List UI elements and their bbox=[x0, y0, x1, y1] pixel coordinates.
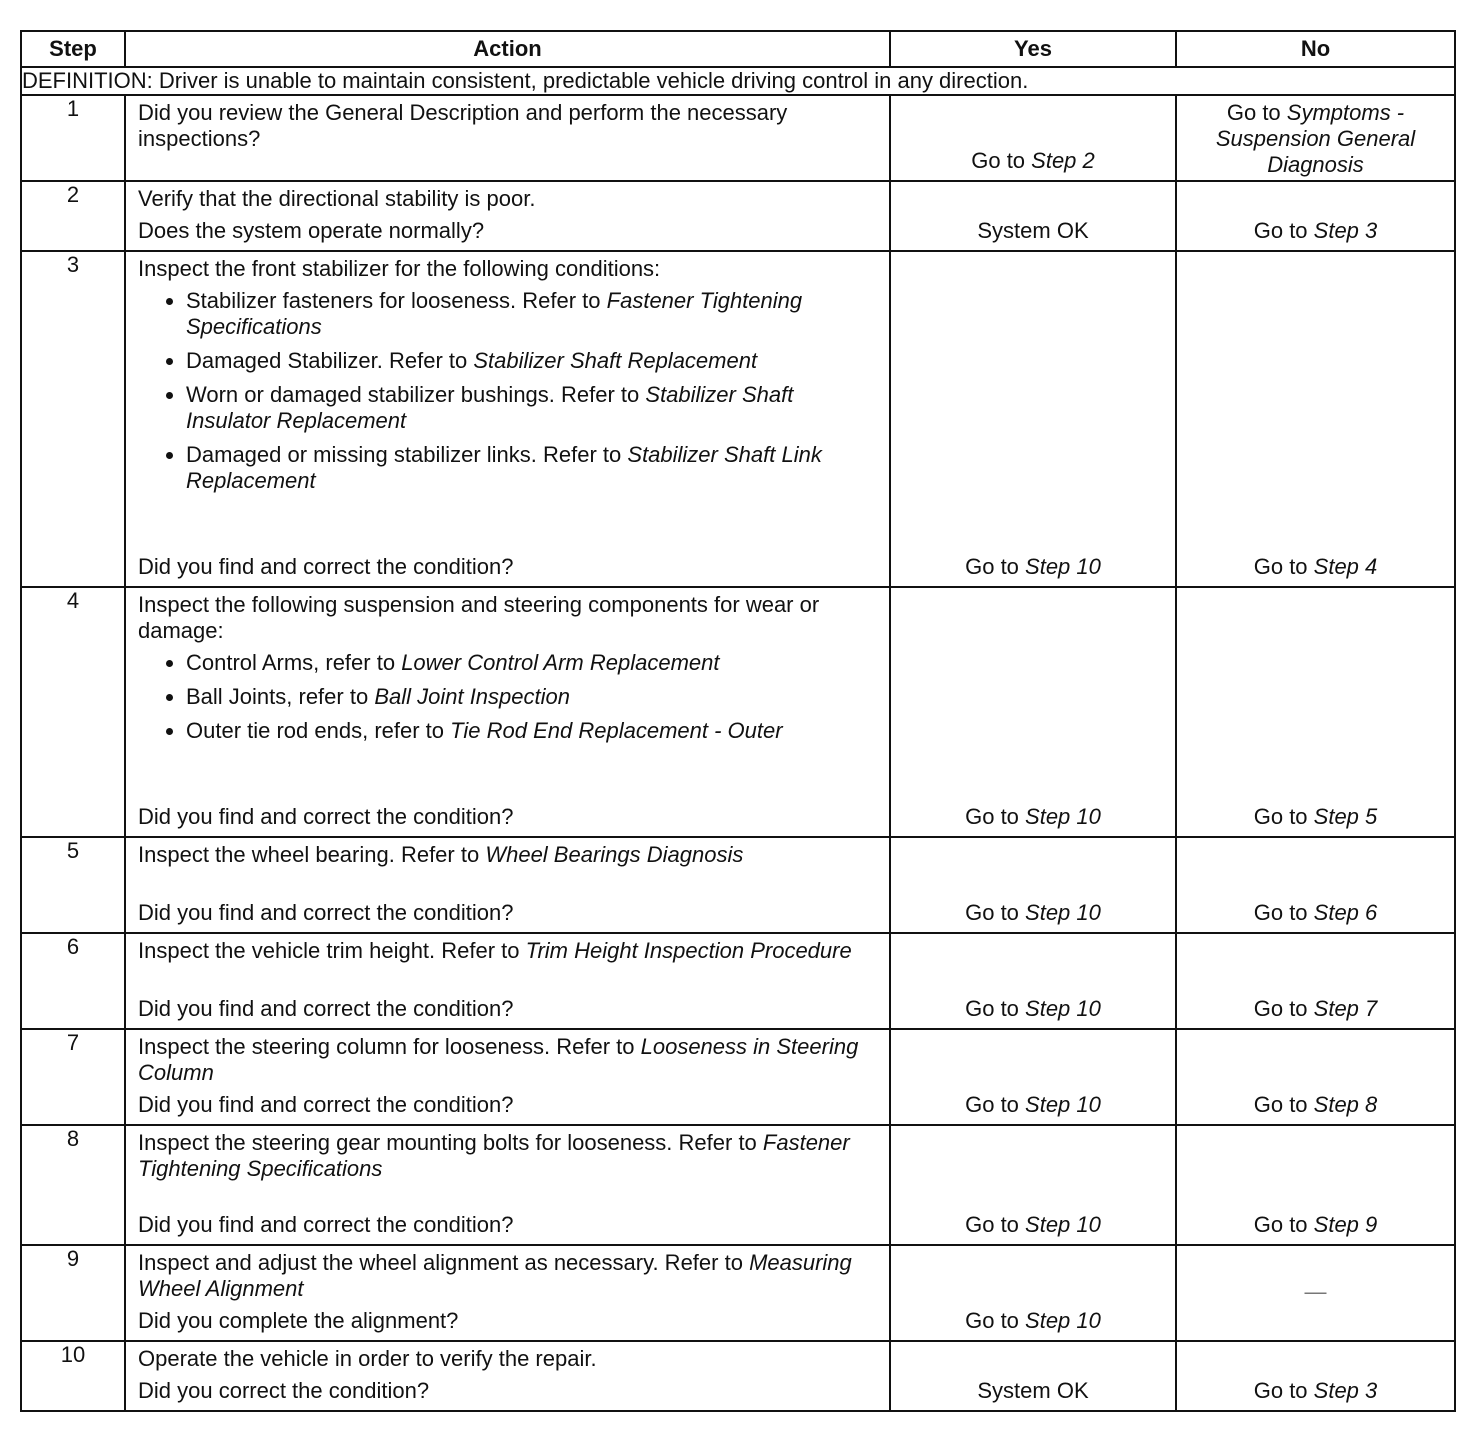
step-number: 2 bbox=[21, 181, 125, 251]
yes-answer: Go to Step 10 bbox=[965, 900, 1101, 925]
list-item: • Damaged or missing stabilizer links. Refer to Stabilizer Shaft Link Replacement bbox=[186, 442, 877, 494]
step-number: 5 bbox=[21, 837, 125, 933]
yes-answer: System OK bbox=[977, 218, 1089, 243]
yes-answer: Go to Step 10 bbox=[965, 554, 1101, 579]
step-number: 4 bbox=[21, 587, 125, 837]
list-item: • Damaged Stabilizer. Refer to Stabilizer Shaft Replacement bbox=[186, 348, 877, 374]
action-question: Did you find and correct the condition? bbox=[138, 900, 514, 925]
header-action: Action bbox=[125, 31, 890, 67]
action-question: Did you find and correct the condition? bbox=[138, 1212, 514, 1237]
action-text: Inspect the following suspension and steering components for wear or damage: bbox=[138, 592, 820, 643]
table-row bbox=[21, 1125, 1455, 1245]
no-answer: Go to Step 4 bbox=[1253, 554, 1378, 579]
yes-answer: Go to Step 10 bbox=[965, 996, 1101, 1021]
step-number: 1 bbox=[21, 95, 125, 181]
action-text: Operate the vehicle in order to verify the repair. bbox=[138, 1346, 597, 1371]
step-number: 3 bbox=[21, 251, 125, 587]
list-item: • Worn or damaged stabilizer bushings. Refer to Stabilizer Shaft Insulator Replacement bbox=[186, 382, 877, 434]
action-question: Does the system operate normally? bbox=[138, 218, 485, 243]
definition-row bbox=[21, 67, 1455, 95]
step-number: 9 bbox=[21, 1245, 125, 1341]
diagnostic-table bbox=[20, 30, 1456, 1412]
list-item: • Control Arms, refer to Lower Control Arm Replacement bbox=[186, 650, 877, 676]
yes-answer: Go to Step 10 bbox=[965, 1092, 1101, 1117]
step-number: 10 bbox=[21, 1341, 125, 1411]
table-row bbox=[21, 1341, 1455, 1411]
table-row bbox=[21, 1245, 1455, 1341]
header-step: Step bbox=[21, 31, 125, 67]
header-row bbox=[21, 31, 1455, 67]
action-text: Did you review the General Description and perform the necessary inspections? bbox=[138, 100, 788, 151]
action-question: Did you find and correct the condition? bbox=[138, 1092, 514, 1117]
header-yes: Yes bbox=[890, 31, 1176, 67]
yes-answer: Go to Step 10 bbox=[965, 1212, 1101, 1237]
step-number: 8 bbox=[21, 1125, 125, 1245]
no-answer: Go to Symptoms - Suspension General Diagnosis bbox=[1215, 100, 1416, 177]
list-item: • Ball Joints, refer to Ball Joint Inspection bbox=[186, 684, 877, 710]
condition-list bbox=[138, 288, 877, 494]
action-question: Did you find and correct the condition? bbox=[138, 804, 514, 829]
action-text: Inspect and adjust the wheel alignment as necessary. Refer to Measuring Wheel Alignment bbox=[138, 1250, 852, 1301]
yes-answer: System OK bbox=[977, 1378, 1089, 1403]
action-text: Verify that the directional stability is poor. bbox=[138, 186, 536, 211]
table-row bbox=[21, 933, 1455, 1029]
step-number: 7 bbox=[21, 1029, 125, 1125]
no-answer: Go to Step 5 bbox=[1253, 804, 1378, 829]
list-item: • Stabilizer fasteners for looseness. Refer to Fastener Tightening Specifications bbox=[186, 288, 877, 340]
yes-answer: Go to Step 2 bbox=[971, 148, 1095, 173]
action-text: Inspect the steering column for looseness. Refer to Looseness in Steering Column bbox=[138, 1034, 859, 1085]
action-text: Inspect the wheel bearing. Refer to Wheel Bearings Diagnosis bbox=[138, 842, 744, 867]
action-question: Did you complete the alignment? bbox=[138, 1308, 459, 1333]
action-text: Inspect the front stabilizer for the following conditions: bbox=[138, 256, 661, 281]
action-question: Did you correct the condition? bbox=[138, 1378, 430, 1403]
no-answer: — bbox=[1304, 1279, 1327, 1304]
table-row bbox=[21, 1029, 1455, 1125]
table-row bbox=[21, 251, 1455, 587]
action-question: Did you find and correct the condition? bbox=[138, 554, 514, 579]
no-answer: Go to Step 6 bbox=[1253, 900, 1378, 925]
action-text: Inspect the steering gear mounting bolts for looseness. Refer to Fastener Tightening Specifications bbox=[138, 1130, 850, 1181]
component-list bbox=[138, 650, 877, 744]
table-row bbox=[21, 95, 1455, 181]
definition-text: DEFINITION: Driver is unable to maintain consistent, predictable vehicle driving control in any direction. bbox=[21, 67, 1455, 95]
no-answer: Go to Step 8 bbox=[1253, 1092, 1378, 1117]
table-row bbox=[21, 181, 1455, 251]
no-answer: Go to Step 3 bbox=[1253, 1378, 1378, 1403]
table-row bbox=[21, 587, 1455, 837]
list-item: • Outer tie rod ends, refer to Tie Rod End Replacement - Outer bbox=[186, 718, 877, 744]
no-answer: Go to Step 3 bbox=[1253, 218, 1378, 243]
no-answer: Go to Step 7 bbox=[1253, 996, 1378, 1021]
yes-answer: Go to Step 10 bbox=[965, 804, 1101, 829]
table-row bbox=[21, 837, 1455, 933]
step-number: 6 bbox=[21, 933, 125, 1029]
action-text: Inspect the vehicle trim height. Refer to Trim Height Inspection Procedure bbox=[138, 938, 852, 963]
action-question: Did you find and correct the condition? bbox=[138, 996, 514, 1021]
yes-answer: Go to Step 10 bbox=[965, 1308, 1101, 1333]
header-no: No bbox=[1176, 31, 1455, 67]
no-answer: Go to Step 9 bbox=[1253, 1212, 1378, 1237]
